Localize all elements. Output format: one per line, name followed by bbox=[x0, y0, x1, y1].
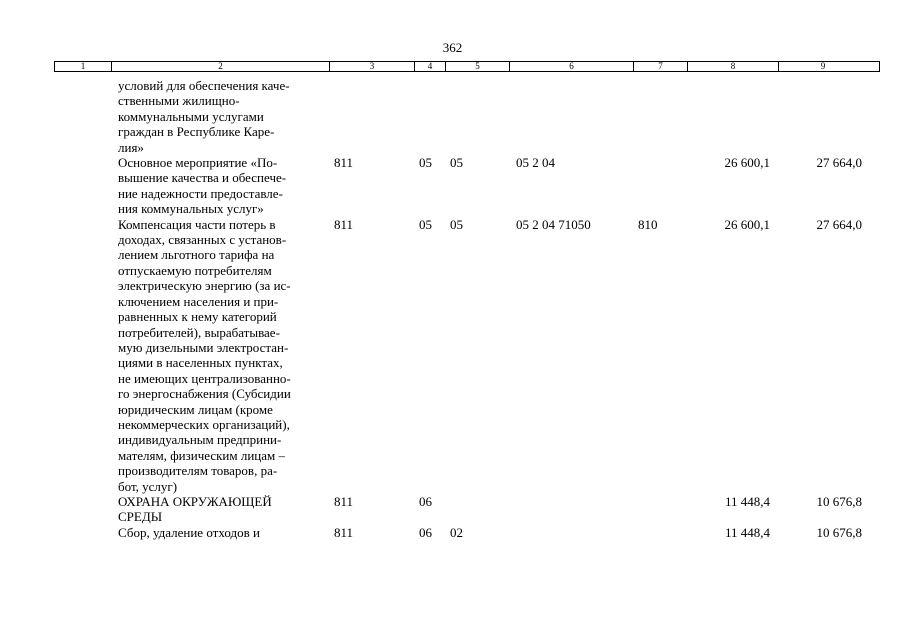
cell-target-article bbox=[508, 78, 632, 155]
description-line: бот, услуг) bbox=[118, 478, 178, 494]
cell-description bbox=[110, 155, 328, 217]
description-line: ние надежности предоставле- bbox=[118, 185, 283, 201]
cell-ministry-code: 811 bbox=[334, 524, 354, 540]
header-col-5: 5 bbox=[445, 62, 509, 71]
cell-target-article bbox=[508, 494, 632, 525]
cell-expense-type bbox=[632, 78, 686, 155]
description-line: некоммерческих организаций), bbox=[118, 416, 290, 432]
cell-target-article: 05 2 04 71050 bbox=[516, 216, 591, 232]
cell-expense-type: 810 bbox=[638, 216, 658, 232]
cell-subsection bbox=[444, 494, 508, 525]
cell-target-article bbox=[508, 525, 632, 540]
cell-amount-year-2: 27 664,0 bbox=[816, 216, 862, 232]
page-number: 362 bbox=[442, 40, 463, 55]
header-col-9: 9 bbox=[778, 62, 867, 71]
cell-description bbox=[110, 494, 328, 525]
description-line: юридическим лицам (кроме bbox=[118, 401, 273, 417]
cell-target-article: 05 2 04 bbox=[516, 155, 555, 171]
description-line: граждан в Республике Каре- bbox=[118, 124, 275, 140]
cell-description bbox=[110, 78, 328, 155]
cell-col-1 bbox=[54, 525, 110, 540]
header-col-6: 6 bbox=[509, 62, 633, 71]
description-line: потребителей), вырабатывае- bbox=[118, 324, 280, 340]
description-line: производителям товаров, ра- bbox=[118, 463, 278, 479]
cell-amount-year-1: 11 448,4 bbox=[724, 524, 770, 540]
cell-subsection: 02 bbox=[450, 524, 463, 540]
cell-ministry-code bbox=[328, 78, 413, 155]
description-line: индивидуальным предприни- bbox=[118, 432, 282, 448]
header-col-1: 1 bbox=[80, 61, 86, 71]
table-row bbox=[54, 78, 880, 155]
description-line: ключением населения и при- bbox=[118, 293, 279, 309]
table-row bbox=[54, 494, 880, 525]
description-line: Сбор, удаление отходов и bbox=[118, 524, 260, 540]
header-col-2: 2 bbox=[111, 62, 329, 71]
cell-amount-year-2: 10 676,8 bbox=[816, 493, 862, 509]
cell-amount-year-2 bbox=[777, 78, 866, 155]
table-header bbox=[54, 61, 880, 72]
cell-col-1 bbox=[54, 217, 110, 494]
cell-expense-type bbox=[632, 494, 686, 525]
description-line: СРЕДЫ bbox=[118, 509, 163, 525]
description-line: равненных к нему категорий bbox=[118, 309, 277, 325]
cell-section: 05 bbox=[419, 155, 432, 171]
description-line: Основное мероприятие «По- bbox=[118, 155, 278, 171]
description-line: мателям, физическим лицам – bbox=[118, 447, 285, 463]
table-row bbox=[54, 525, 880, 540]
description-line: ственными жилищно- bbox=[118, 93, 240, 109]
cell-amount-year-1: 11 448,4 bbox=[724, 493, 770, 509]
cell-section: 06 bbox=[419, 524, 432, 540]
cell-amount-year-1: 26 600,1 bbox=[724, 216, 770, 232]
header-col-8: 8 bbox=[687, 62, 778, 71]
description-line: мую дизельными электростан- bbox=[118, 339, 289, 355]
cell-subsection bbox=[444, 78, 508, 155]
cell-ministry-code: 811 bbox=[334, 216, 354, 232]
cell-col-1 bbox=[54, 155, 110, 217]
description-line: Компенсация части потерь в bbox=[118, 216, 276, 232]
table-row bbox=[54, 217, 880, 494]
cell-col-1 bbox=[54, 494, 110, 525]
cell-section: 06 bbox=[419, 493, 432, 509]
description-line: ОХРАНА ОКРУЖАЮЩЕЙ bbox=[118, 493, 272, 509]
description-line: лением льготного тарифа на bbox=[118, 247, 275, 263]
description-line: вышение качества и обеспече- bbox=[118, 170, 287, 186]
cell-amount-year-2: 27 664,0 bbox=[816, 155, 862, 171]
cell-ministry-code: 811 bbox=[334, 493, 354, 509]
cell-description bbox=[110, 217, 328, 494]
description-line: ния коммунальных услуг» bbox=[118, 201, 264, 217]
cell-expense-type bbox=[632, 525, 686, 540]
table-body bbox=[54, 78, 880, 540]
description-line: коммунальными услугами bbox=[118, 108, 264, 124]
description-line: циями в населенных пунктах, bbox=[118, 355, 283, 371]
cell-col-1 bbox=[54, 78, 110, 155]
cell-section bbox=[413, 78, 444, 155]
header-col-3: 3 bbox=[329, 62, 414, 71]
cell-amount-year-1: 26 600,1 bbox=[724, 155, 770, 171]
description-line: электрическую энергию (за ис- bbox=[118, 278, 291, 294]
header-col-7: 7 bbox=[633, 62, 687, 71]
cell-description bbox=[110, 525, 328, 540]
description-line: доходах, связанных с установ- bbox=[118, 232, 287, 248]
description-line: отпускаемую потребителям bbox=[118, 262, 272, 278]
cell-subsection: 05 bbox=[450, 216, 463, 232]
cell-amount-year-1 bbox=[686, 78, 777, 155]
description-line: лия» bbox=[118, 139, 144, 155]
description-line: условий для обеспечения каче- bbox=[118, 78, 290, 93]
cell-amount-year-2: 10 676,8 bbox=[816, 524, 862, 540]
cell-section: 05 bbox=[419, 216, 432, 232]
description-line: не имеющих централизованно- bbox=[118, 370, 291, 386]
cell-expense-type bbox=[632, 155, 686, 217]
cell-subsection: 05 bbox=[450, 155, 463, 171]
cell-ministry-code: 811 bbox=[334, 155, 354, 171]
header-col-4: 4 bbox=[414, 62, 445, 71]
table-row bbox=[54, 155, 880, 217]
description-line: го энергоснабжения (Субсидии bbox=[118, 386, 291, 402]
